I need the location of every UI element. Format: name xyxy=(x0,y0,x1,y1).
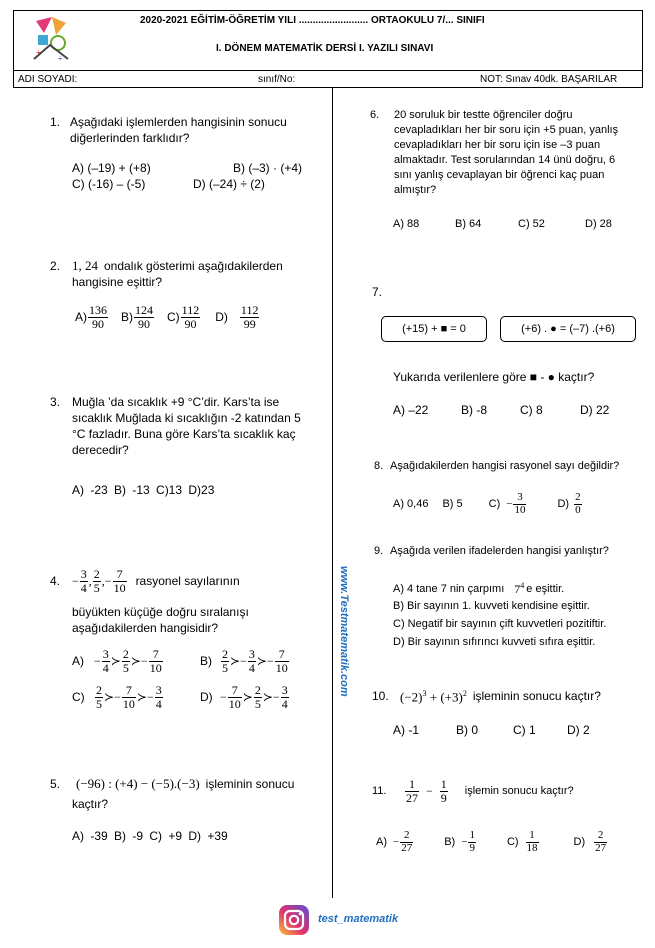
q3-text: Muğla ’da sıcaklık +9 °C’dir. Kars’ta ise sıcaklık Muğlada ki sıcaklığın -2 katından 5 °C fazladır. Buna göre Kars’ta sıcaklık kaç derecedir? xyxy=(72,395,301,457)
question-9 xyxy=(374,545,609,557)
q10-text: işleminin sonucu kaçtır? xyxy=(472,688,601,703)
q4-text-2: büyükten küçüğe doğru sıralanışı aşağıdakilerden hangisidir? xyxy=(72,605,249,635)
q11-expr: $\frac{1}{27}$ − $\frac{1}{9}$ xyxy=(406,777,447,805)
q4-option-d[interactable]: D) − $\frac{7}{10}$ ≻ $\frac{2}{5}$ ≻ − $\frac{3}{4}$ xyxy=(200,683,288,711)
watermark: www.Testmatematik.com xyxy=(338,566,350,697)
q3-options[interactable]: A) -23 B) -13 C)13 D)23 xyxy=(72,483,215,497)
q9-option-a[interactable]: A) 4 tane 7 nin çarpımı $7^4$ e eşittir. xyxy=(393,581,565,596)
q1-option-d[interactable]: D) (–24) ÷ (2) xyxy=(193,177,265,191)
header-title: 2020-2021 EĞİTİM-ÖĞRETİM YILI ......................... ORTAOKULU 7/... SINIFI xyxy=(140,15,485,26)
q7-option-c[interactable]: C) 8 xyxy=(520,403,543,417)
q7-box-2: (+6) . ● = (–7) .(+6) xyxy=(500,316,636,342)
q7-box-1: (+15) + ■ = 0 xyxy=(381,316,487,342)
q5-text: işleminin sonucu xyxy=(205,777,295,791)
question-10 xyxy=(372,686,601,705)
name-label: ADI SOYADI: xyxy=(18,74,78,85)
q8-options xyxy=(393,492,583,516)
q8-option-c[interactable]: C) − $\frac{3}{10}$ xyxy=(488,491,526,516)
question-6 xyxy=(370,108,635,198)
q2-number: 2. xyxy=(50,259,61,273)
q11-option-a[interactable]: A) − $\frac{2}{27}$ xyxy=(376,829,413,854)
q1-number: 1. xyxy=(50,115,61,129)
q6-option-a[interactable]: A) 88 xyxy=(393,218,420,230)
q2-option-d[interactable]: D) $\frac{112}{99}$ xyxy=(215,303,259,331)
q10-option-c[interactable]: C) 1 xyxy=(513,723,536,737)
q5-options[interactable]: A) -39 B) -9 C) +9 D) +39 xyxy=(72,829,228,843)
question-1 xyxy=(50,114,315,146)
q6-text: 20 soruluk bir testte öğrenciler doğru cevapladıkları her bir soru için +5 puan, yanlış cevapladıkları her bir soru için ise –3 puan almaktadır. Test sorularından 14 ünü doğru, 6 sını yanlış cevaplayan bir öğrenci kaç puan almıştır? xyxy=(394,109,619,196)
q3-number: 3. xyxy=(50,395,61,409)
q9-option-b[interactable]: B) Bir sayının 1. kuvveti kendisine eşittir. xyxy=(393,600,590,612)
q1-option-a[interactable]: A) (–19) + (+8) xyxy=(72,161,151,175)
q1-text: Aşağıdaki işlemlerden hangisinin sonucu diğerlerinden farklıdır? xyxy=(70,115,287,145)
q8-option-a[interactable]: A) 0,46 xyxy=(393,498,429,511)
question-3 xyxy=(50,394,315,458)
header-divider xyxy=(13,70,643,71)
q7-option-b[interactable]: B) -8 xyxy=(461,403,488,417)
column-divider xyxy=(332,88,333,898)
q8-text: Aşağıdakilerden hangisi rasyonel sayı değildir? xyxy=(390,460,620,472)
q4-option-b[interactable]: B) $\frac{2}{5}$ ≻ − $\frac{3}{4}$ ≻ − $\frac{7}{10}$ xyxy=(200,647,288,675)
q4-numbers: − $\frac{3}{4}$ , $\frac{2}{5}$ , − $\frac{7}{10}$ xyxy=(72,567,126,595)
question-4 xyxy=(50,568,240,594)
q6-number: 6. xyxy=(370,109,380,121)
q2-options xyxy=(75,304,260,330)
svg-text:+: + xyxy=(36,48,41,57)
instagram-icon[interactable] xyxy=(278,904,310,936)
q10-expr: $(-2)^3 + (+3)^2$ xyxy=(400,689,467,705)
svg-text:÷: ÷ xyxy=(58,54,63,63)
q8-option-d[interactable]: D) $\frac{2}{0}$ xyxy=(557,491,581,516)
note: NOT: Sınav 40dk. BAŞARILAR xyxy=(480,74,618,85)
question-5 xyxy=(50,776,294,792)
question-8 xyxy=(374,460,619,472)
q9-option-d[interactable]: D) Bir sayının sıfırıncı kuvveti sıfıra eşittir. xyxy=(393,636,596,648)
class-label: sınıf/No: xyxy=(258,74,296,85)
q7-text: Yukarıda verilenlere göre ■ - ● kaçtır? xyxy=(393,370,595,384)
q11-options xyxy=(376,830,608,854)
q4-option-a[interactable]: A) − $\frac{3}{4}$ ≻ $\frac{2}{5}$ ≻ − $\frac{7}{10}$ xyxy=(72,647,162,675)
q2-value: 1, 24 xyxy=(72,258,98,273)
q11-text: işlemin sonucu kaçtır? xyxy=(464,785,574,798)
q11-option-b[interactable]: B) − $\frac{1}{9}$ xyxy=(444,829,475,854)
q4-text: rasyonel sayılarının xyxy=(135,574,240,589)
q2-option-a[interactable]: A) $\frac{136}{90}$ xyxy=(75,303,107,331)
exam-title: I. DÖNEM MATEMATİK DERSİ I. YAZILI SINAVI xyxy=(216,43,434,54)
q10-number: 10. xyxy=(372,688,389,703)
q10-option-b[interactable]: B) 0 xyxy=(456,723,479,737)
q9-number: 9. xyxy=(374,545,384,557)
question-11 xyxy=(372,778,574,804)
q7-number: 7. xyxy=(372,285,383,299)
q4-number: 4. xyxy=(50,574,61,589)
q4-option-c[interactable]: C) $\frac{2}{5}$ ≻ − $\frac{7}{10}$ ≻ − $\frac{3}{4}$ xyxy=(72,683,162,711)
q9-text: Aşağıda verilen ifadelerden hangisi yanlıştır? xyxy=(390,545,609,557)
q2-option-b[interactable]: B) $\frac{124}{90}$ xyxy=(121,303,153,331)
q5-number: 5. xyxy=(50,777,61,791)
q6-option-b[interactable]: B) 64 xyxy=(455,218,482,230)
q5-expr: (−96) : (+4) − (−5).(−3) xyxy=(76,776,200,791)
q9-option-c[interactable]: C) Negatif bir sayının çift kuvvetleri pozitiftir. xyxy=(393,618,607,630)
q10-option-d[interactable]: D) 2 xyxy=(567,723,590,737)
q8-number: 8. xyxy=(374,460,384,472)
q2-text: ondalık gösterimi aşağıdakilerden hangisine eşittir? xyxy=(72,259,283,289)
q6-option-d[interactable]: D) 28 xyxy=(585,218,612,230)
school-logo xyxy=(30,15,72,65)
q1-option-c[interactable]: C) (-16) – (-5) xyxy=(72,177,146,191)
q11-number: 11. xyxy=(372,785,387,798)
q11-option-d[interactable]: D) $\frac{2}{27}$ xyxy=(573,829,607,854)
q7-option-d[interactable]: D) 22 xyxy=(580,403,610,417)
q1-option-b[interactable]: B) (–3) · (+4) xyxy=(233,161,303,175)
q5-text-2: kaçtır? xyxy=(72,797,109,811)
q11-option-c[interactable]: C) $\frac{1}{18}$ xyxy=(506,829,538,854)
q6-option-c[interactable]: C) 52 xyxy=(518,218,545,230)
q10-option-a[interactable]: A) -1 xyxy=(393,723,420,737)
q8-option-b[interactable]: B) 5 xyxy=(442,498,463,511)
instagram-handle[interactable]: test_matematik xyxy=(318,913,399,925)
q7-option-a[interactable]: A) –22 xyxy=(393,403,429,417)
q2-option-c[interactable]: C) $\frac{112}{90}$ xyxy=(167,303,200,331)
